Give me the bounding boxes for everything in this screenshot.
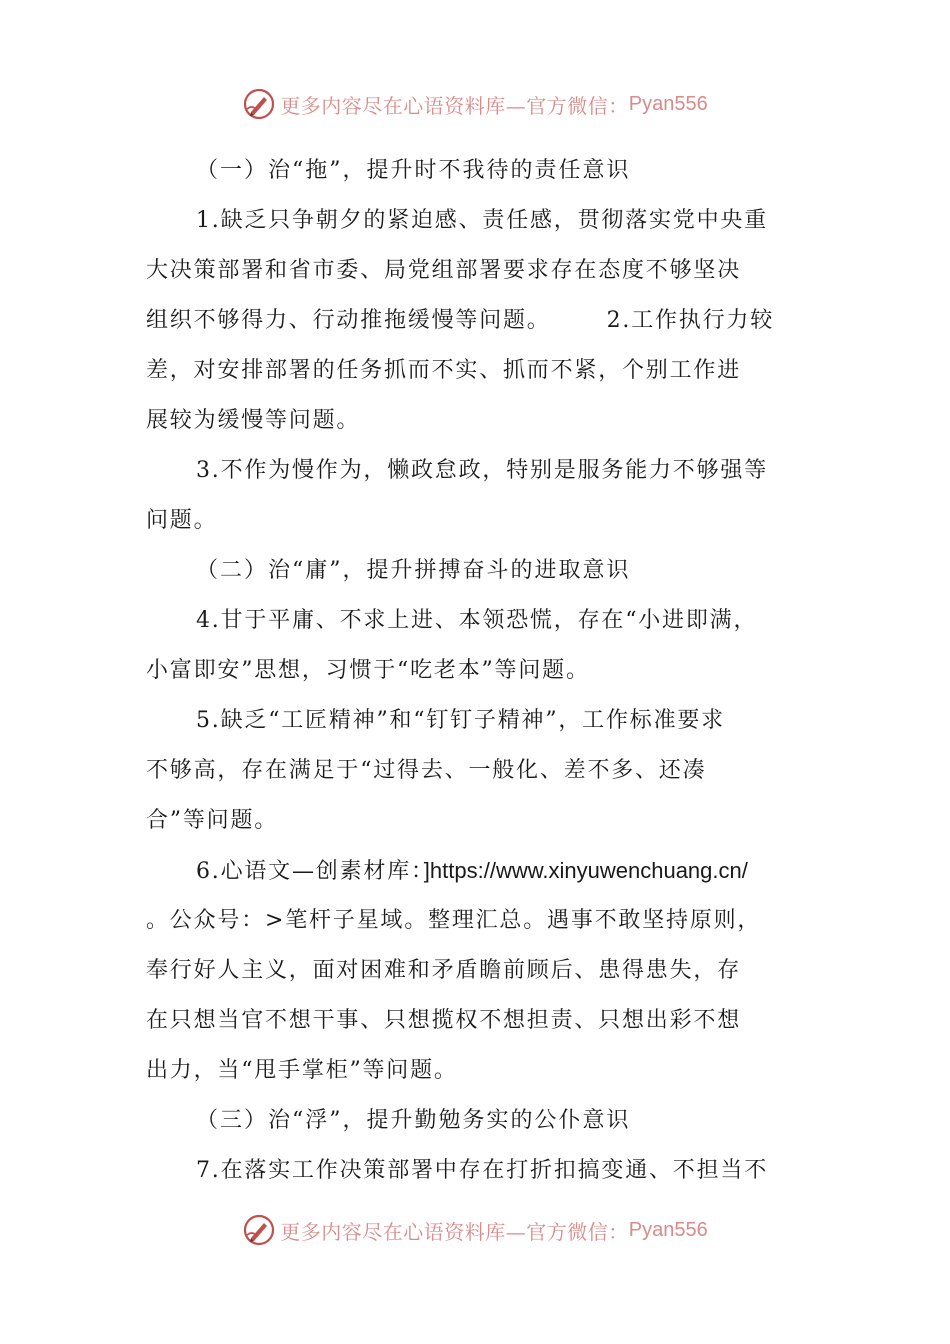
- watermark-wechat-id: Pyan556: [628, 92, 708, 115]
- watermark-text: 更多内容尽在心语资料库—官方微信：: [280, 1219, 629, 1244]
- header-watermark: [0, 84, 950, 124]
- paragraph-line: 大决策部署和省市委、局党组部署要求存在态度不够坚决: [146, 258, 742, 283]
- pen-logo-icon: [242, 87, 276, 121]
- paragraph-line: 合”等问题。: [146, 808, 279, 833]
- paragraph-line: 4.甘于平庸、不求上进、本领恐慌，存在“小进即满，: [196, 608, 758, 633]
- document-body: [146, 146, 806, 1196]
- paragraph-line: 小富即安”思想，习惯于“吃老本”等问题。: [146, 658, 590, 683]
- section-heading-2: （二）治“庸”，提升拼搏奋斗的进取意识: [196, 558, 631, 583]
- paragraph-line: [146, 846, 806, 896]
- paragraph-line: 。公众号：>笔杆子星域。整理汇总。遇事不敢坚持原则，: [146, 908, 762, 933]
- section-heading-3: （三）治“浮”，提升勤勉务实的公仆意识: [196, 1108, 631, 1133]
- paragraph-line: 差，对安排部署的任务抓而不实、抓而不紧，个别工作进: [146, 358, 742, 383]
- paragraph-line: 出力，当“甩手掌柜”等问题。: [146, 1058, 458, 1083]
- paragraph-line: 不够高，存在满足于“过得去、一般化、差不多、还凑: [146, 758, 707, 783]
- paragraph-line: 在只想当官不想干事、只想揽权不想担责、只想出彩不想: [146, 1008, 742, 1033]
- paragraph-segment: 6.心语文—创素材库：: [196, 859, 424, 884]
- paragraph-line: 展较为缓慢等问题。: [146, 408, 361, 433]
- paragraph-segment: 组织不够得力、行动推拖缓慢等问题。: [146, 308, 551, 333]
- watermark-text: 更多内容尽在心语资料库—官方微信：: [280, 93, 629, 118]
- paragraph-line: 问题。: [146, 508, 218, 533]
- pen-logo-icon: [242, 1213, 276, 1247]
- paragraph-segment: 2.工作执行力较: [606, 308, 774, 333]
- website-link-text: ]https://www.xinyuwenchuang.cn/: [423, 858, 748, 883]
- paragraph-line: 5.缺乏“工匠精神”和“钉钉子精神”，工作标准要求: [196, 708, 725, 733]
- paragraph-line: 1.缺乏只争朝夕的紧迫感、责任感，贯彻落实党中央重: [196, 208, 768, 233]
- paragraph-line: [146, 296, 806, 346]
- paragraph-line: 7.在落实工作决策部署中存在打折扣搞变通、不担当不: [196, 1158, 768, 1183]
- section-heading-1: （一）治“拖”，提升时不我待的责任意识: [196, 158, 631, 183]
- paragraph-line: 3.不作为慢作为，懒政怠政，特别是服务能力不够强等: [196, 458, 768, 483]
- watermark-wechat-id: Pyan556: [628, 1218, 708, 1241]
- paragraph-line: 奉行好人主义，面对困难和矛盾瞻前顾后、患得患失，存: [146, 958, 742, 983]
- footer-watermark: [0, 1210, 950, 1250]
